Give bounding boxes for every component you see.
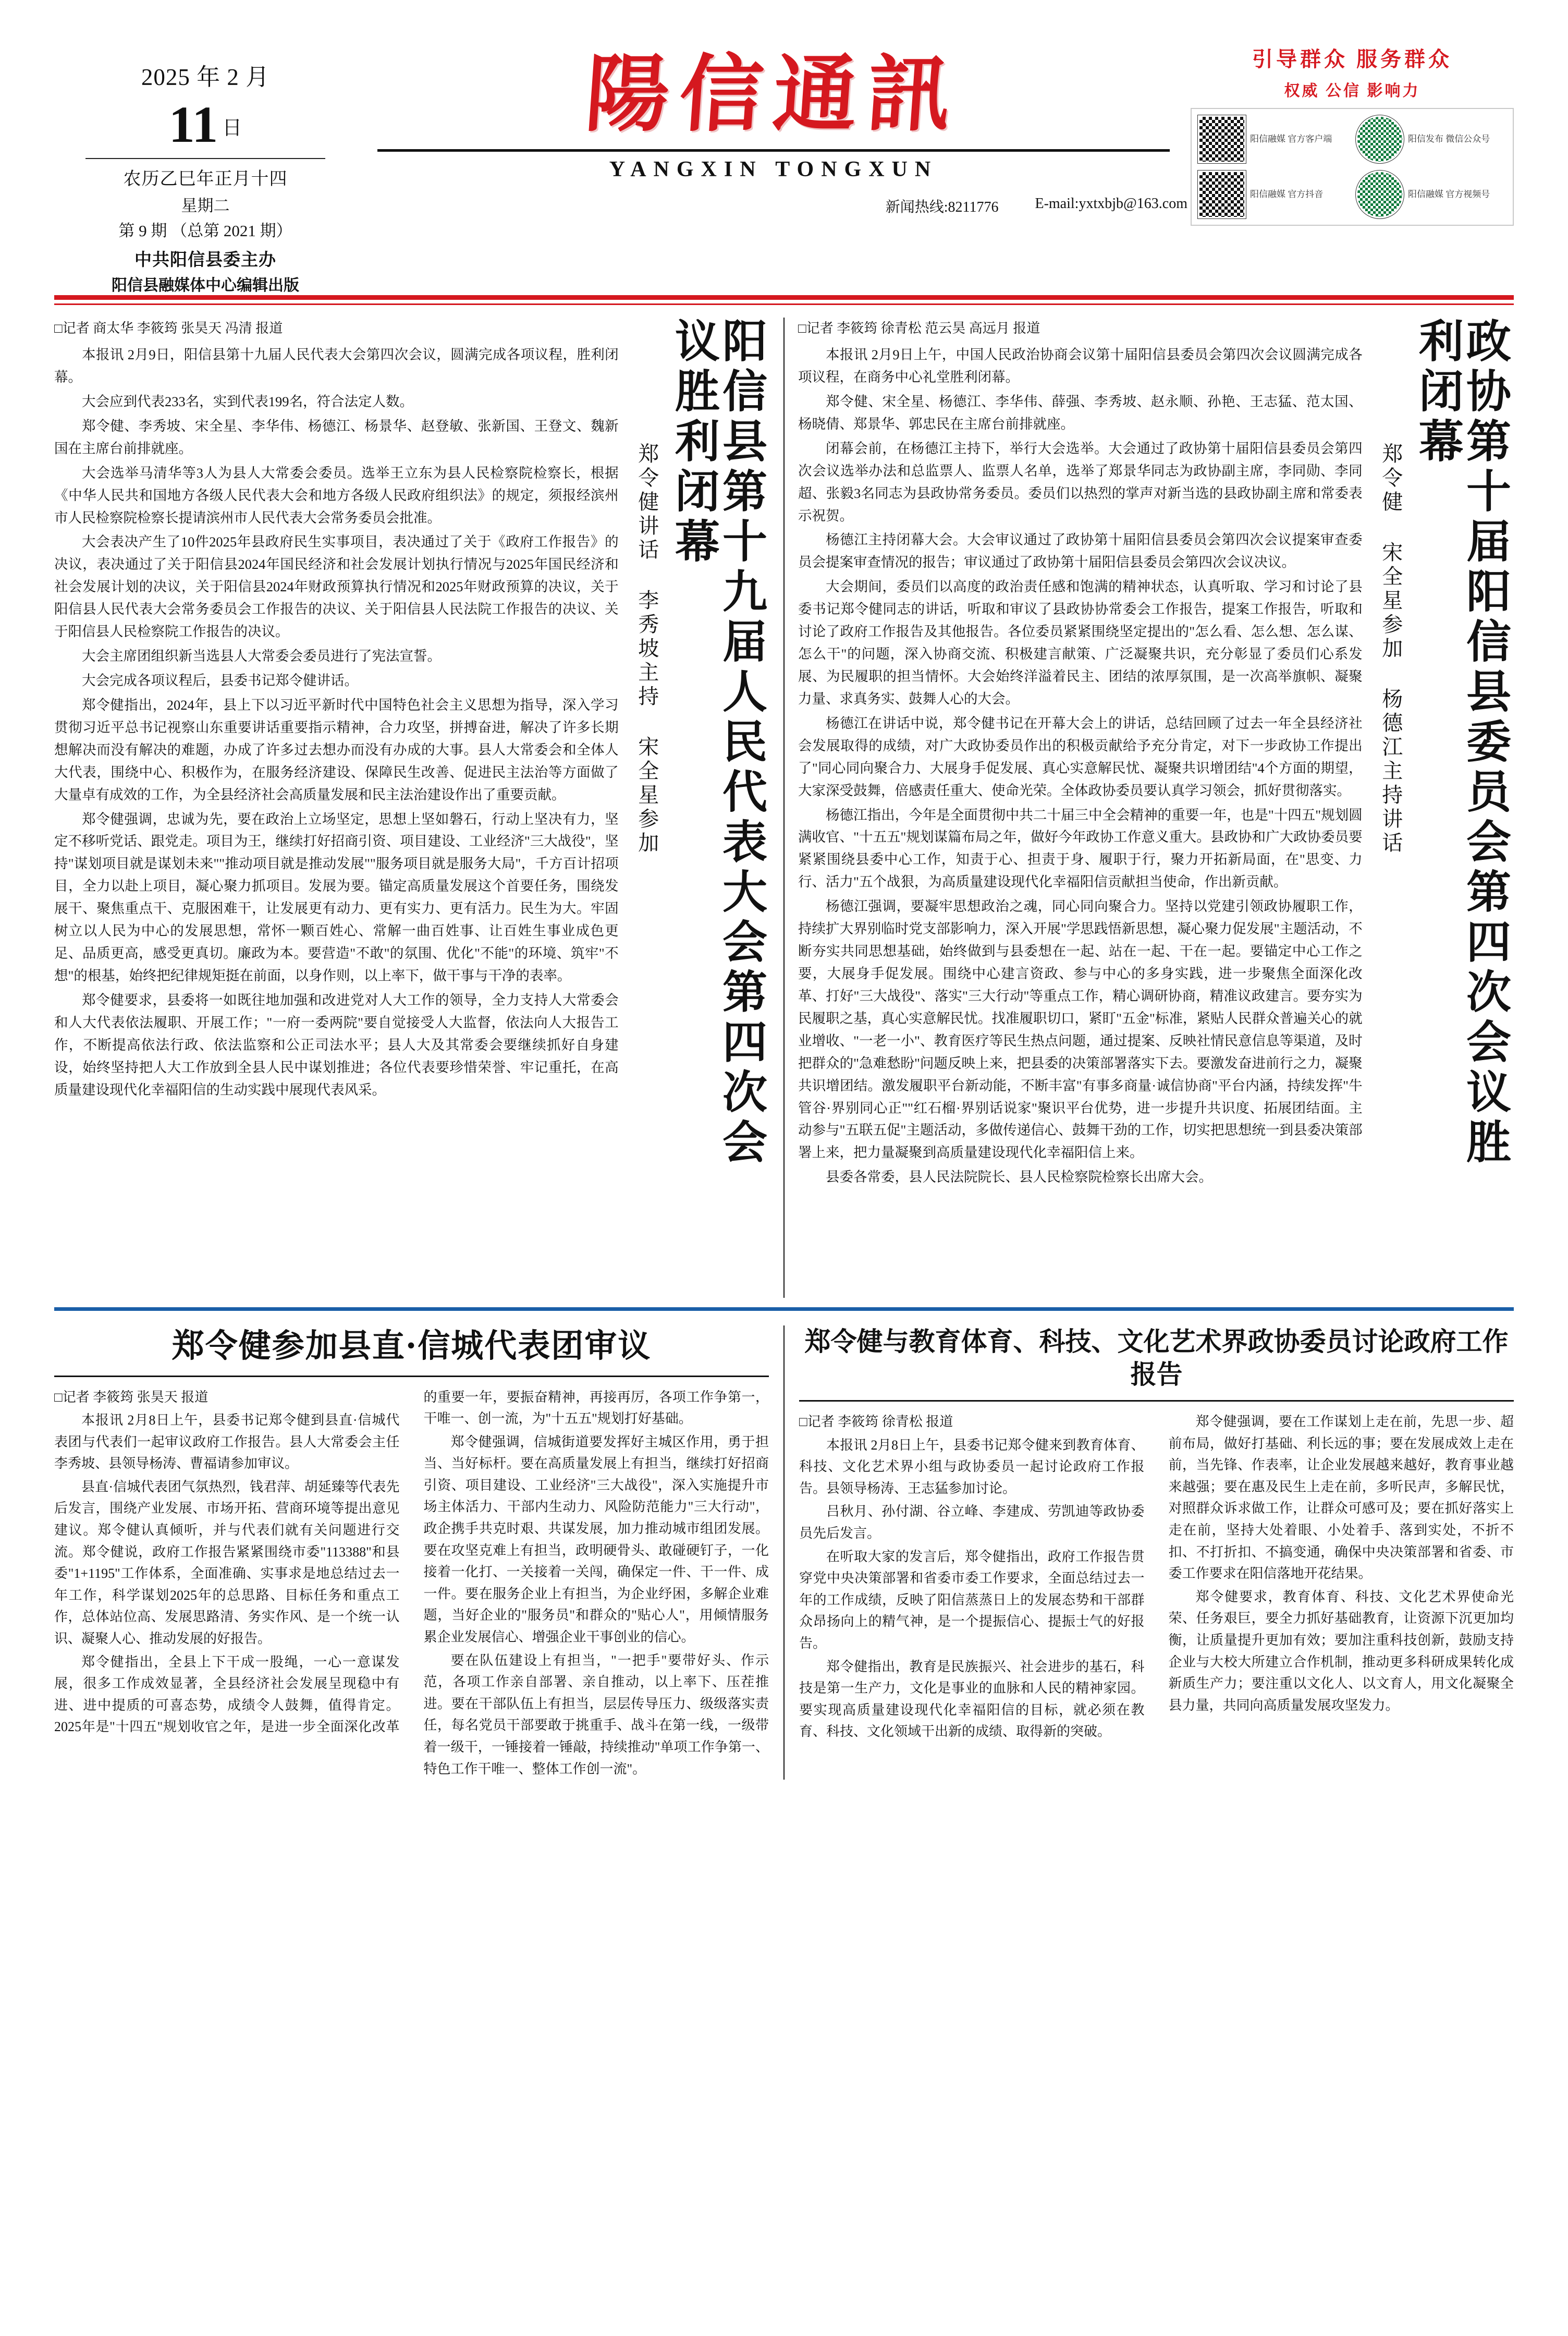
- paragraph: 杨德江强调，要凝牢思想政治之魂，同心同向聚合力。坚持以党建引领政协履职工作，持续扩大界别临时党支部影响力，深入开展"学思践悟新思想，凝心聚力促发展"主题活动，不断夯实共同思想基础，始终做到与县委想在一起、站在一起、干在一起。要锚定中心工作之要，大展身手促发展。围绕中心建言资政、参与中心的多身实践，进一步聚焦全面深化改革、打好"三大战役"、落实"三大行动"等重点工作，精心调研协商，精准议政建言。要夯实为民履职之基，真心实意解民忧。找准履职切口，紧盯"五金"标准，紧贴人民群众普遍关心的就业增收、"一老一小"、教育医疗等民生热点问题，通过提案、反映社情民意信息等渠道，及时把群众的"急难愁盼"问题反映上来，把县委的决策部署落实下去。要激发奋进前行之力，凝聚共识增团结。激发履职平台新动能，不断丰富"有事多商量·诚信协商"平台内涵，持续发挥"牛管谷·界别同心正""红石榴·界别话说家"聚识平台优势，进一步提升共识度、拓展团结面。主动参与"五联五促"主题活动，多做传递信心、鼓舞干劲的工作，切实把思想统一到县委决策部署上来，把力量凝聚到高质量建设现代化幸福阳信上来。: [798, 898, 1363, 1161]
- masthead-day-unit: 日: [222, 117, 242, 140]
- masthead-lunar-date: 农历乙巳年正月十四: [123, 169, 288, 189]
- paragraph: 郑令健、宋全星、杨德江、李华伟、薛强、李秀坡、赵永顺、孙艳、王志猛、范太国、杨晓倩、郑景华、郭忠民在主席台前排就座。: [798, 393, 1363, 432]
- article-npc-closing: [54, 318, 770, 1298]
- paragraph: 本报讯 2月8日上午，县委书记郑令健到县直·信城代表团与代表们一起审议政府工作报告。县人大常委会主任李秀坡、县领导杨涛、曹福请参加审议。: [54, 1413, 400, 1471]
- paragraph: 要在队伍建设上有担当，"一把手"要带好头、作示范，各项工作亲自部署、亲自推动，以上率下、压茬推进。要在干部队伍上有担当，层层传导压力、级级落实责任，每名党员干部要敢于挑重手、战斗在第一线，一级带着一级干，一锤接着一锤敲，持续推动"单项工作争第一、特色工作干唯一、整体工作创一流"。: [423, 1652, 769, 1777]
- article-delegation-review: [54, 1319, 778, 1780]
- article-cppcc-byline: □记者 李筱筠 徐青松 范云昊 高远月 报道: [798, 321, 1040, 336]
- section-divider-blue: [54, 1307, 1514, 1311]
- article-cppcc-body: [798, 318, 1368, 1298]
- article-delegation-body: [54, 1386, 769, 1780]
- paragraph: 杨德江在讲话中说，郑令健书记在开幕大会上的讲话，总结回顾了过去一年全县经济社会发展取得的成绩，对广大政协委员作出的积极贡献给予充分肯定，对下一步政协工作提出了"同心同向聚合力、大展身手促发展、真心实意解民忧、凝聚共识增团结"4个方面的期望，大家深受鼓舞，倍感责任重大、使命光荣。全体政协委员要认真学习领会，抓好贯彻落实。: [798, 715, 1363, 798]
- masthead-year-month: 2025 年 2 月: [141, 64, 270, 90]
- paragraph: 大会应到代表233名，实到代表199名，符合法定人数。: [82, 393, 413, 409]
- qr-code-icon: [1356, 171, 1404, 218]
- paragraph: 吕秋月、孙付湖、谷立峰、李建成、劳凯迪等政协委员先后发言。: [799, 1504, 1145, 1541]
- article-npc-subheadline: 郑令健讲话 李秀坡主持 宋全星参加: [635, 443, 659, 856]
- article-discussion-body: [799, 1411, 1514, 1743]
- paragraph: 郑令健强调，信城街道要发挥好主城区作用，勇于担当、当好标杆。要在高质量发展上有担当，继续打好招商引资、项目建设、工业经济"三大战役"，深入实施提升市场主体活力、干部内生动力、风险防范能力"三大行动"，政企携手共克时艰、共谋发展，加力推动城市组团发展。要在攻坚克难上有担当，政明硬骨头、敢碰硬钉子，一化接着一化打、一关接着一关闯，确保定一件、干一件、成一件。要在服务企业上有担当，为企业纾困，多解企业难题，当好企业的"服务员"和群众的"贴心人"，用倾情服务累企业发展信心、增强企业干事创业的信心。: [423, 1434, 769, 1645]
- masthead-day-number: 11: [168, 95, 218, 154]
- qr-caption: 阳信融媒 官方抖音: [1250, 189, 1324, 199]
- paragraph: 县委各常委，县人民法院院长、县人民检察院检察长出席大会。: [826, 1169, 1212, 1185]
- column-divider: [783, 1325, 785, 1780]
- article-npc-headline: 阳信县第十九届人民代表大会第四次会议胜利闭幕: [667, 318, 767, 1169]
- article-delegation-byline: □记者 李筱筠 张昊天 报道: [54, 1389, 209, 1405]
- qr-item-app[interactable]: [1196, 113, 1351, 165]
- newspaper-logo-chinese: 陽信通訊: [582, 45, 965, 143]
- qr-code-icon: [1356, 115, 1404, 163]
- qr-code-icon: [1198, 171, 1246, 218]
- news-hotline: 新闻热线:8211776: [885, 199, 999, 215]
- paragraph: 郑令健要求，教育体育、科技、文化艺术界使命光荣、任务艰巨，要全力抓好基础教育，让资源下沉更加均衡，让质量提升更加有效；要加注重科技创新，鼓励支持企业与大校大所建立合作机制，推动更多科研成果转化成新质生产力；要注重以文化人、以文育人，用文化凝聚全县力量，共同向高质量发展攻坚发力。: [1168, 1589, 1514, 1713]
- paragraph: 本报讯 2月9日上午，中国人民政治协商会议第十届阳信县委员会第四次会议圆满完成各项议程，在商务中心礼堂胜利闭幕。: [798, 347, 1363, 385]
- paragraph: 大会完成各项议程后，县委书记郑令健讲话。: [82, 673, 358, 689]
- column-divider: [783, 318, 785, 1298]
- paragraph: 大会选举马清华等3人为县人大常委会委员。选举王立东为县人民检察院检察长，根据《中华人民共和国地方各级人民代表大会和地方各级人民政府组织法》的规定，须报经滨州市人民检察院检察长提请滨州市人民代表大会常务委员会批准。: [54, 465, 619, 526]
- article-npc-byline: □记者 商太华 李筱筠 张昊天 冯清 报道: [54, 321, 283, 336]
- paragraph: 郑令健强调，忠诚为先，要在政治上立场坚定，思想上坚如磐石，行动上坚决有力，坚定不移听党话、跟党走。项目为王，继续打好招商引资、项目建设、工业经济"三大战役"，坚持"谋划项目就是谋划未来""推动项目就是推动发展""服务项目就是服务大局"，千方百计招项目，全力以赴上项目，凝心聚力抓项目。发展为要。锚定高质量发展这个首要任务，围绕发展干、聚焦重点干、克服困难干，让发展更有动力、更有实力、更有活力。民生为大。牢固树立以人民为中心的发展思想，常怀一颗百姓心、常解一曲百姓事、让百姓生事业成色更足、品质更高，感受更真切。廉政为本。要营造"不敢"的氛围、优化"不能"的环境、筑牢"不想"的根基，始终把纪律规矩挺在前面，以身作则，以上率下，做干事与干净的表率。: [54, 811, 619, 983]
- qr-code-panel: [1191, 108, 1514, 226]
- logo-underline: [377, 149, 1170, 152]
- paragraph: 在听取大家的发言后，郑令健指出，政府工作报告贯穿党中央决策部署和省委市委工作要求，全面总结过去一年的工作成绩，反映了阳信蒸蒸日上的发展态势和干部群众昂扬向上的精气神，是一个提振信心、提振士气的好报告。: [799, 1549, 1145, 1651]
- masthead-day: [54, 95, 357, 154]
- masthead-weekday: 星期二: [181, 196, 230, 215]
- paragraph: 闭幕会前，在杨德江主持下，举行大会选举。大会通过了政协第十届阳信县委员会第四次会议选举办法和总监票人、监票人名单，选举了郑景华同志为政协副主席，李同勋、李同超、张毅3名同志为县政协常务委员。委员们以热烈的掌声对新当选的县政协副主席和常委表示祝贺。: [798, 440, 1363, 524]
- masthead-title-block: [357, 29, 1191, 216]
- masthead-divider: [85, 158, 325, 159]
- headline-underline: [799, 1400, 1514, 1402]
- qr-item-douyin[interactable]: [1196, 168, 1351, 221]
- article-cppcc-subheadline: 郑令健 宋全星参加 杨德江主持讲话: [1379, 443, 1403, 856]
- top-stories-section: [54, 318, 1514, 1298]
- newspaper-logo-pinyin: YANGXIN TONGXUN: [609, 157, 938, 181]
- article-cppcc-discussion: [790, 1319, 1514, 1780]
- contact-row: [357, 196, 1191, 216]
- paragraph: 大会主席团组织新当选县人大常委会委员进行了宪法宣誓。: [82, 648, 441, 664]
- paragraph: 大会表决产生了10件2025年县政府民生实事项目，表决通过了关于《政府工作报告》的决议，表决通过了关于阳信县2024年国民经济和社会发展计划执行情况与2025年国民经济和社会发展计划的决议，关于阳信县2024年财政预算执行情况和2025年财政预算的决议，关于阳信县人民代表大会常务委员会工作报告的决议、关于阳信县人民法院工作报告的决议、关于阳信县人民检察院工作报告的决议。: [54, 534, 619, 640]
- qr-caption: 阳信发布 微信公众号: [1408, 133, 1490, 144]
- article-npc-body: [54, 318, 624, 1298]
- slogan-primary: 引导群众 服务群众: [1252, 47, 1452, 71]
- paragraph: 杨德江指出，今年是全面贯彻中共二十届三中全会精神的重要一年，也是"十四五"规划圆满收官、"十五五"规划谋篇布局之年，做好今年政协工作意义重大。县政协和广大政协委员要紧紧围绕县委中心工作，知责于心、担责于身、履职于行，聚力开拓新局面，在"思变、力行、活力"五个战狠，为高质量建设现代化幸福阳信贡献担当使命，作出新贡献。: [798, 807, 1363, 890]
- bottom-stories-section: [54, 1319, 1514, 1780]
- paragraph: 郑令健强调，要在工作谋划上走在前，先思一步、超前布局，做好打基础、利长远的事；要在发展成效上走在前，当先锋、作表率，让企业发展越来越好，教育事业越来越强；要在惠及民生上走在前，多听民声，多解民忧，对照群众诉求做工作，让群众可感可及；要在抓好落实上走在前，坚持大处着眼、小处着手、落到实处，不折不扣、不打折扣、不搞变通，确保中央决策部署和省委、市委工作要求在阳信落地开花结果。: [1168, 1414, 1514, 1581]
- qr-item-video[interactable]: [1354, 168, 1509, 221]
- paragraph: 本报讯 2月9日，阳信县第十九届人民代表大会第四次会议，圆满完成各项议程，胜利闭幕。: [54, 347, 619, 385]
- article-cppcc-headline: 政协第十届阳信县委员会第四次会议胜利闭幕: [1411, 318, 1511, 1169]
- qr-item-wechat[interactable]: [1354, 113, 1509, 165]
- article-discussion-headline: 郑令健与教育体育、科技、文化艺术界政协委员讨论政府工作报告: [804, 1326, 1509, 1390]
- paragraph: 郑令健要求，县委将一如既往地加强和改进党对人大工作的领导，全力支持人大常委会和人大代表依法履职、开展工作；"一府一委两院"要自觉接受人大监督，依法向人大报告工作，不断提高依法行政、依法监察和公正司法水平；县人大及其常委会要继续抓好自身建设，始终坚持把人大工作放到全县人民中谋划推进；各位代表要珍惜荣誉、牢记重托，在高质量建设现代化幸福阳信的生动实践中展现代表风采。: [54, 992, 619, 1098]
- paragraph: 县直·信城代表团气氛热烈，钱君萍、胡延臻等代表先后发言，围绕产业发展、市场开拓、营商环境等提出意见建议。郑令健认真倾听，并与代表们就有关问题进行交流。郑令健说，政府工作报告紧紧围绕市委"113388"和县委"1+1195"工作体系，全面准确、实事求是地总结过去一年工作，科学谋划2025年的总思路、目标任务和重点工作，总体站位高、发展思路清、务实作风、是一个统一认识、凝聚人心、推动发展的好报告。: [54, 1479, 400, 1647]
- masthead-rule-thin: [54, 303, 1514, 305]
- qr-caption: 阳信融媒 官方客户端: [1250, 133, 1332, 144]
- headline-underline: [54, 1376, 769, 1377]
- qr-code-icon: [1198, 115, 1246, 163]
- article-delegation-headline: 郑令健参加县直·信城代表团审议: [172, 1327, 652, 1365]
- slogan-secondary: 权威 公信 影响力: [1284, 82, 1420, 100]
- paragraph: 本报讯 2月8日上午，县委书记郑令健来到教育体育、科技、文化艺术界小组与政协委员一起讨论政府工作报告。县领导杨涛、王志猛参加讨论。: [799, 1437, 1145, 1496]
- paragraph: 郑令健指出，2024年，县上下以习近平新时代中国特色社会主义思想为指导，深入学习贯彻习近平总书记视察山东重要讲话重要指示精神，合力攻坚，拼搏奋进，解决了许多长期想解决而没有解决的难题，办成了许多过去想办而没有办成的大事。县人大常委会和全体人大代表，围绕中心、积极作为，在服务经济建设、保障民生改善、促进民主法治等方面做了大量卓有成效的工作，为全县经济社会高质量发展和民主法治建设作出了重要贡献。: [54, 697, 619, 802]
- masthead-issue-number: 第 9 期 （总第 2021 期）: [118, 222, 292, 240]
- masthead-slogan-block: [1191, 29, 1514, 226]
- paragraph: 郑令健指出，教育是民族振兴、社会进步的基石，科技是第一生产力，文化是事业的血脉和人民的精神家园。要实现高质量建设现代化幸福阳信的目标，就必须在教育、科技、文化领域干出新的成绩、取得新的突破。: [799, 1659, 1145, 1739]
- masthead: [54, 29, 1514, 295]
- article-cppcc-closing: [798, 318, 1514, 1298]
- paragraph: 大会期间，委员们以高度的政治责任感和饱满的精神状态，认真听取、学习和讨论了县委书记郑令健同志的讲话，听取和审议了县政协协常委会工作报告，提案工作报告，听取和讨论了政府工作报告及其他报告。各位委员紧紧围绕坚定提出的"怎么看、怎么想、怎么谋、怎么干"的问题，深入协商交流、积极建言献策、广泛凝聚共识，充分彰显了委员们心系发展、为民履职的担当情怀。大会始终洋溢着民主、团结的浓厚氛围，是一次高举旗帜、凝聚力量、求真务实、鼓舞人心的大会。: [798, 579, 1363, 707]
- email-address[interactable]: E-mail:yxtxbjb@163.com: [1035, 196, 1187, 212]
- paragraph: 郑令健、李秀坡、宋全星、李华伟、杨德江、杨景华、赵登敏、张新国、王登文、魏新国在主席台前排就座。: [54, 418, 619, 456]
- masthead-publisher: 阳信县融媒体中心编辑出版: [112, 277, 299, 295]
- masthead-date-block: [54, 29, 357, 297]
- article-discussion-byline: □记者 李筱筠 徐青松 报道: [799, 1414, 953, 1429]
- masthead-organization: 中共阳信县委主办: [134, 251, 276, 270]
- qr-caption: 阳信融媒 官方视频号: [1408, 189, 1490, 199]
- paragraph: 郑令健指出，全县上下干成一股绳，一心一意谋发展，很多工作成效显著，全县经济社会发展呈现稳中有进、进中提质的可喜态势，成绩令人鼓舞，值得肯定。2025年是"十四五"规划收官之年，是进一步全面深化改革的重要一年，要振奋精神，再接再厉，各项工作争第一，干唯一、创一流，为"十五五"规划打好基础。: [54, 1389, 769, 1735]
- paragraph: 杨德江主持闭幕大会。大会审议通过了政协第十届阳信县委员会第四次会议提案审查委员会提案审查情况的报告；审议通过了政协第十届阳信县委员会第四次会议决议。: [798, 532, 1363, 570]
